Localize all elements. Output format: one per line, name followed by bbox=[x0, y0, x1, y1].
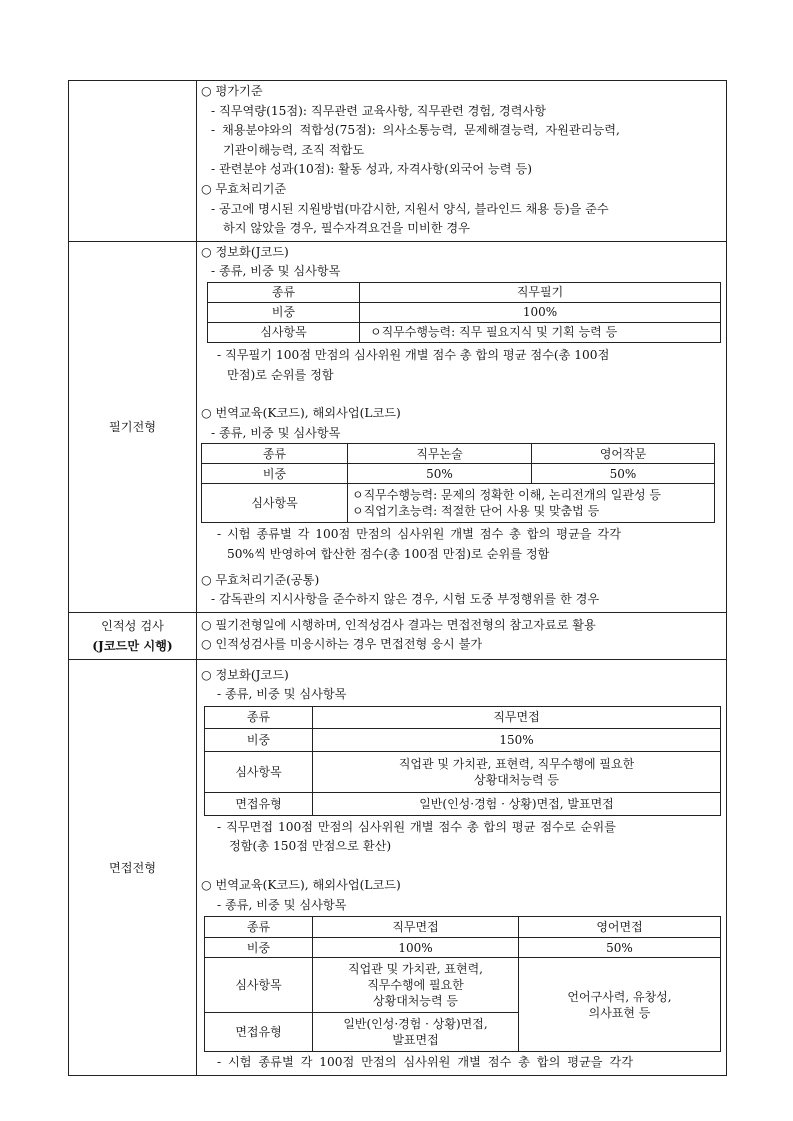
invalid-line: - 공고에 명시된 지원방법(마감시한, 지원서 양식, 블라인드 채용 등)을 준수 bbox=[211, 201, 609, 216]
kl-code-subtitle: - 종류, 비중 및 심사항목 bbox=[217, 897, 347, 912]
cell-weight-essay: 50% bbox=[348, 464, 532, 484]
interview-row bbox=[69, 659, 727, 1075]
aptitude-test-row bbox=[69, 612, 727, 659]
eval-criteria-title: ○ 평가기준 bbox=[201, 84, 263, 98]
j-code-title: ○ 정보화(J코드) bbox=[201, 244, 289, 259]
aptitude-label bbox=[69, 612, 197, 659]
cell-items-value bbox=[313, 751, 721, 792]
cell-format-job bbox=[313, 1013, 519, 1052]
item-line: 상황대처능력 등 bbox=[474, 772, 559, 787]
j-note-cont: 정함(총 150점 만점으로 환산) bbox=[229, 839, 392, 854]
cell-items-label: 심사항목 bbox=[205, 958, 313, 1013]
j-code-subtitle: - 종류, 비중 및 심사항목 bbox=[217, 687, 347, 702]
item-line: ㅇ직업기초능력: 적절한 단어 사용 및 맞춤법 등 bbox=[352, 504, 600, 519]
j-note: - 직무필기 100점 만점의 심사위원 개별 점수 총 합의 평균 점수(총 100점 bbox=[217, 347, 610, 362]
item-line: 언어구사력, 유창성, bbox=[567, 989, 672, 1004]
evaluation-criteria-row bbox=[69, 81, 727, 242]
row-label-empty bbox=[69, 81, 197, 242]
format-line: 발표면접 bbox=[392, 1033, 439, 1048]
written-exam-row bbox=[69, 241, 727, 612]
aptitude-label-line2: (J코드만 시행) bbox=[92, 638, 173, 653]
interview-j-table bbox=[204, 706, 721, 816]
cell-format-value: 일반(인성·경험 · 상황)면접, 발표면접 bbox=[313, 792, 721, 815]
eval-item: - 직무역량(15점): 직무관련 교육사항, 직무관련 경험, 경력사항 bbox=[211, 103, 547, 118]
j-code-subtitle: - 종류, 비중 및 심사항목 bbox=[211, 264, 341, 279]
cell-english-interview: 영어면접 bbox=[519, 917, 721, 938]
kl-code-subtitle: - 종류, 비중 및 심사항목 bbox=[211, 425, 341, 440]
cell-type-label: 종류 bbox=[208, 282, 360, 302]
written-exam-label: 필기전형 bbox=[69, 241, 197, 612]
cell-type-value: 직무필기 bbox=[360, 282, 721, 302]
j-note: - 직무면접 100점 만점의 심사위원 개별 점수 총 합의 평균 점수로 순위를 bbox=[217, 819, 616, 834]
format-line: 일반(인성·경험 · 상황)면접, bbox=[343, 1017, 488, 1032]
kl-note: - 시험 종류별 각 100점 만점의 심사위원 개별 점수 총 합의 평균을 각각 bbox=[217, 1055, 633, 1070]
cell-weight-label: 비중 bbox=[208, 302, 360, 322]
kl-code-title: ○ 번역교육(K코드), 해외사업(L코드) bbox=[201, 406, 401, 421]
cell-weight-value: 100% bbox=[360, 302, 721, 322]
cell-items-label: 심사항목 bbox=[208, 322, 360, 342]
cell-weight-label: 비중 bbox=[205, 728, 313, 751]
j-code-title: ○ 정보화(J코드) bbox=[201, 667, 289, 682]
cell-type-value: 직무면접 bbox=[313, 706, 721, 728]
cell-items-english bbox=[519, 958, 721, 1052]
eval-item: - 채용분야와의 적합성(75점): 의사소통능력, 문제해결능력, 자원관리능력, bbox=[211, 123, 620, 138]
common-invalid-line: - 감독관의 지시사항을 준수하지 않은 경우, 시험 도중 부정행위를 한 경우 bbox=[211, 592, 600, 607]
invalid-criteria-title: ○ 무효처리기준 bbox=[201, 181, 287, 196]
aptitude-line: ○ 필기전형일에 시행하며, 인적성검사 결과는 면접전형의 참고자료로 활용 bbox=[201, 617, 596, 632]
cell-format-label: 면접유형 bbox=[205, 792, 313, 815]
j-note-cont: 만점)로 순위를 정함 bbox=[227, 367, 334, 382]
cell-weight-value: 150% bbox=[313, 728, 721, 751]
cell-type-label: 종류 bbox=[202, 444, 348, 464]
written-kl-table bbox=[201, 443, 715, 523]
item-line: 상황대처능력 등 bbox=[373, 994, 458, 1009]
cell-items-job bbox=[313, 958, 519, 1013]
cell-weight-job: 100% bbox=[313, 938, 519, 958]
kl-note: - 시험 종류별 각 100점 만점의 심사위원 개별 점수 총 합의 평균을 각각 bbox=[217, 527, 621, 542]
cell-format-label: 면접유형 bbox=[205, 1013, 313, 1052]
written-j-table bbox=[207, 282, 721, 343]
common-invalid-title: ○ 무효처리기준(공통) bbox=[201, 572, 320, 587]
cell-items-label: 심사항목 bbox=[205, 751, 313, 792]
cell-weight-english: 50% bbox=[532, 464, 715, 484]
cell-weight-label: 비중 bbox=[202, 464, 348, 484]
interview-label: 면접전형 bbox=[69, 659, 197, 1075]
eval-item: - 관련분야 성과(10점): 활동 성과, 자격사항(외국어 능력 등) bbox=[211, 162, 532, 177]
cell-items-label: 심사항목 bbox=[202, 484, 348, 523]
aptitude-line: ○ 인적성검사를 미응시하는 경우 면접전형 응시 불가 bbox=[201, 637, 483, 652]
eval-item-cont: 기관이해능력, 조직 적합도 bbox=[223, 142, 365, 157]
cell-type-label: 종류 bbox=[205, 706, 313, 728]
invalid-line-cont: 하지 않았을 경우, 필수자격요건을 미비한 경우 bbox=[223, 221, 470, 236]
interview-kl-table bbox=[204, 916, 721, 1052]
cell-essay: 직무논술 bbox=[348, 444, 532, 464]
item-line: 직업관 및 가치관, 표현력, bbox=[348, 962, 483, 977]
cell-weight-label: 비중 bbox=[205, 938, 313, 958]
cell-weight-english: 50% bbox=[519, 938, 721, 958]
item-line: 직업관 및 가치관, 표현력, 직무수행에 필요한 bbox=[398, 756, 635, 771]
cell-job-interview: 직무면접 bbox=[313, 917, 519, 938]
aptitude-label-line1: 인적성 검사 bbox=[101, 618, 164, 633]
item-line: 직무수행에 필요한 bbox=[367, 978, 464, 993]
kl-note-cont: 50%씩 반영하여 합산한 점수(총 100점 만점)로 순위를 정함 bbox=[227, 546, 550, 561]
item-line: 의사표현 등 bbox=[588, 1005, 651, 1020]
cell-type-label: 종류 bbox=[205, 917, 313, 938]
recruitment-criteria-table bbox=[68, 80, 727, 1076]
kl-code-title: ○ 번역교육(K코드), 해외사업(L코드) bbox=[201, 878, 401, 893]
item-line: ㅇ직무수행능력: 문제의 정확한 이해, 논리전개의 일관성 등 bbox=[352, 488, 661, 503]
cell-items-value bbox=[348, 484, 715, 523]
cell-items-value: ㅇ직무수행능력: 직무 필요지식 및 기획 능력 등 bbox=[360, 322, 721, 342]
cell-english-writing: 영어작문 bbox=[532, 444, 715, 464]
